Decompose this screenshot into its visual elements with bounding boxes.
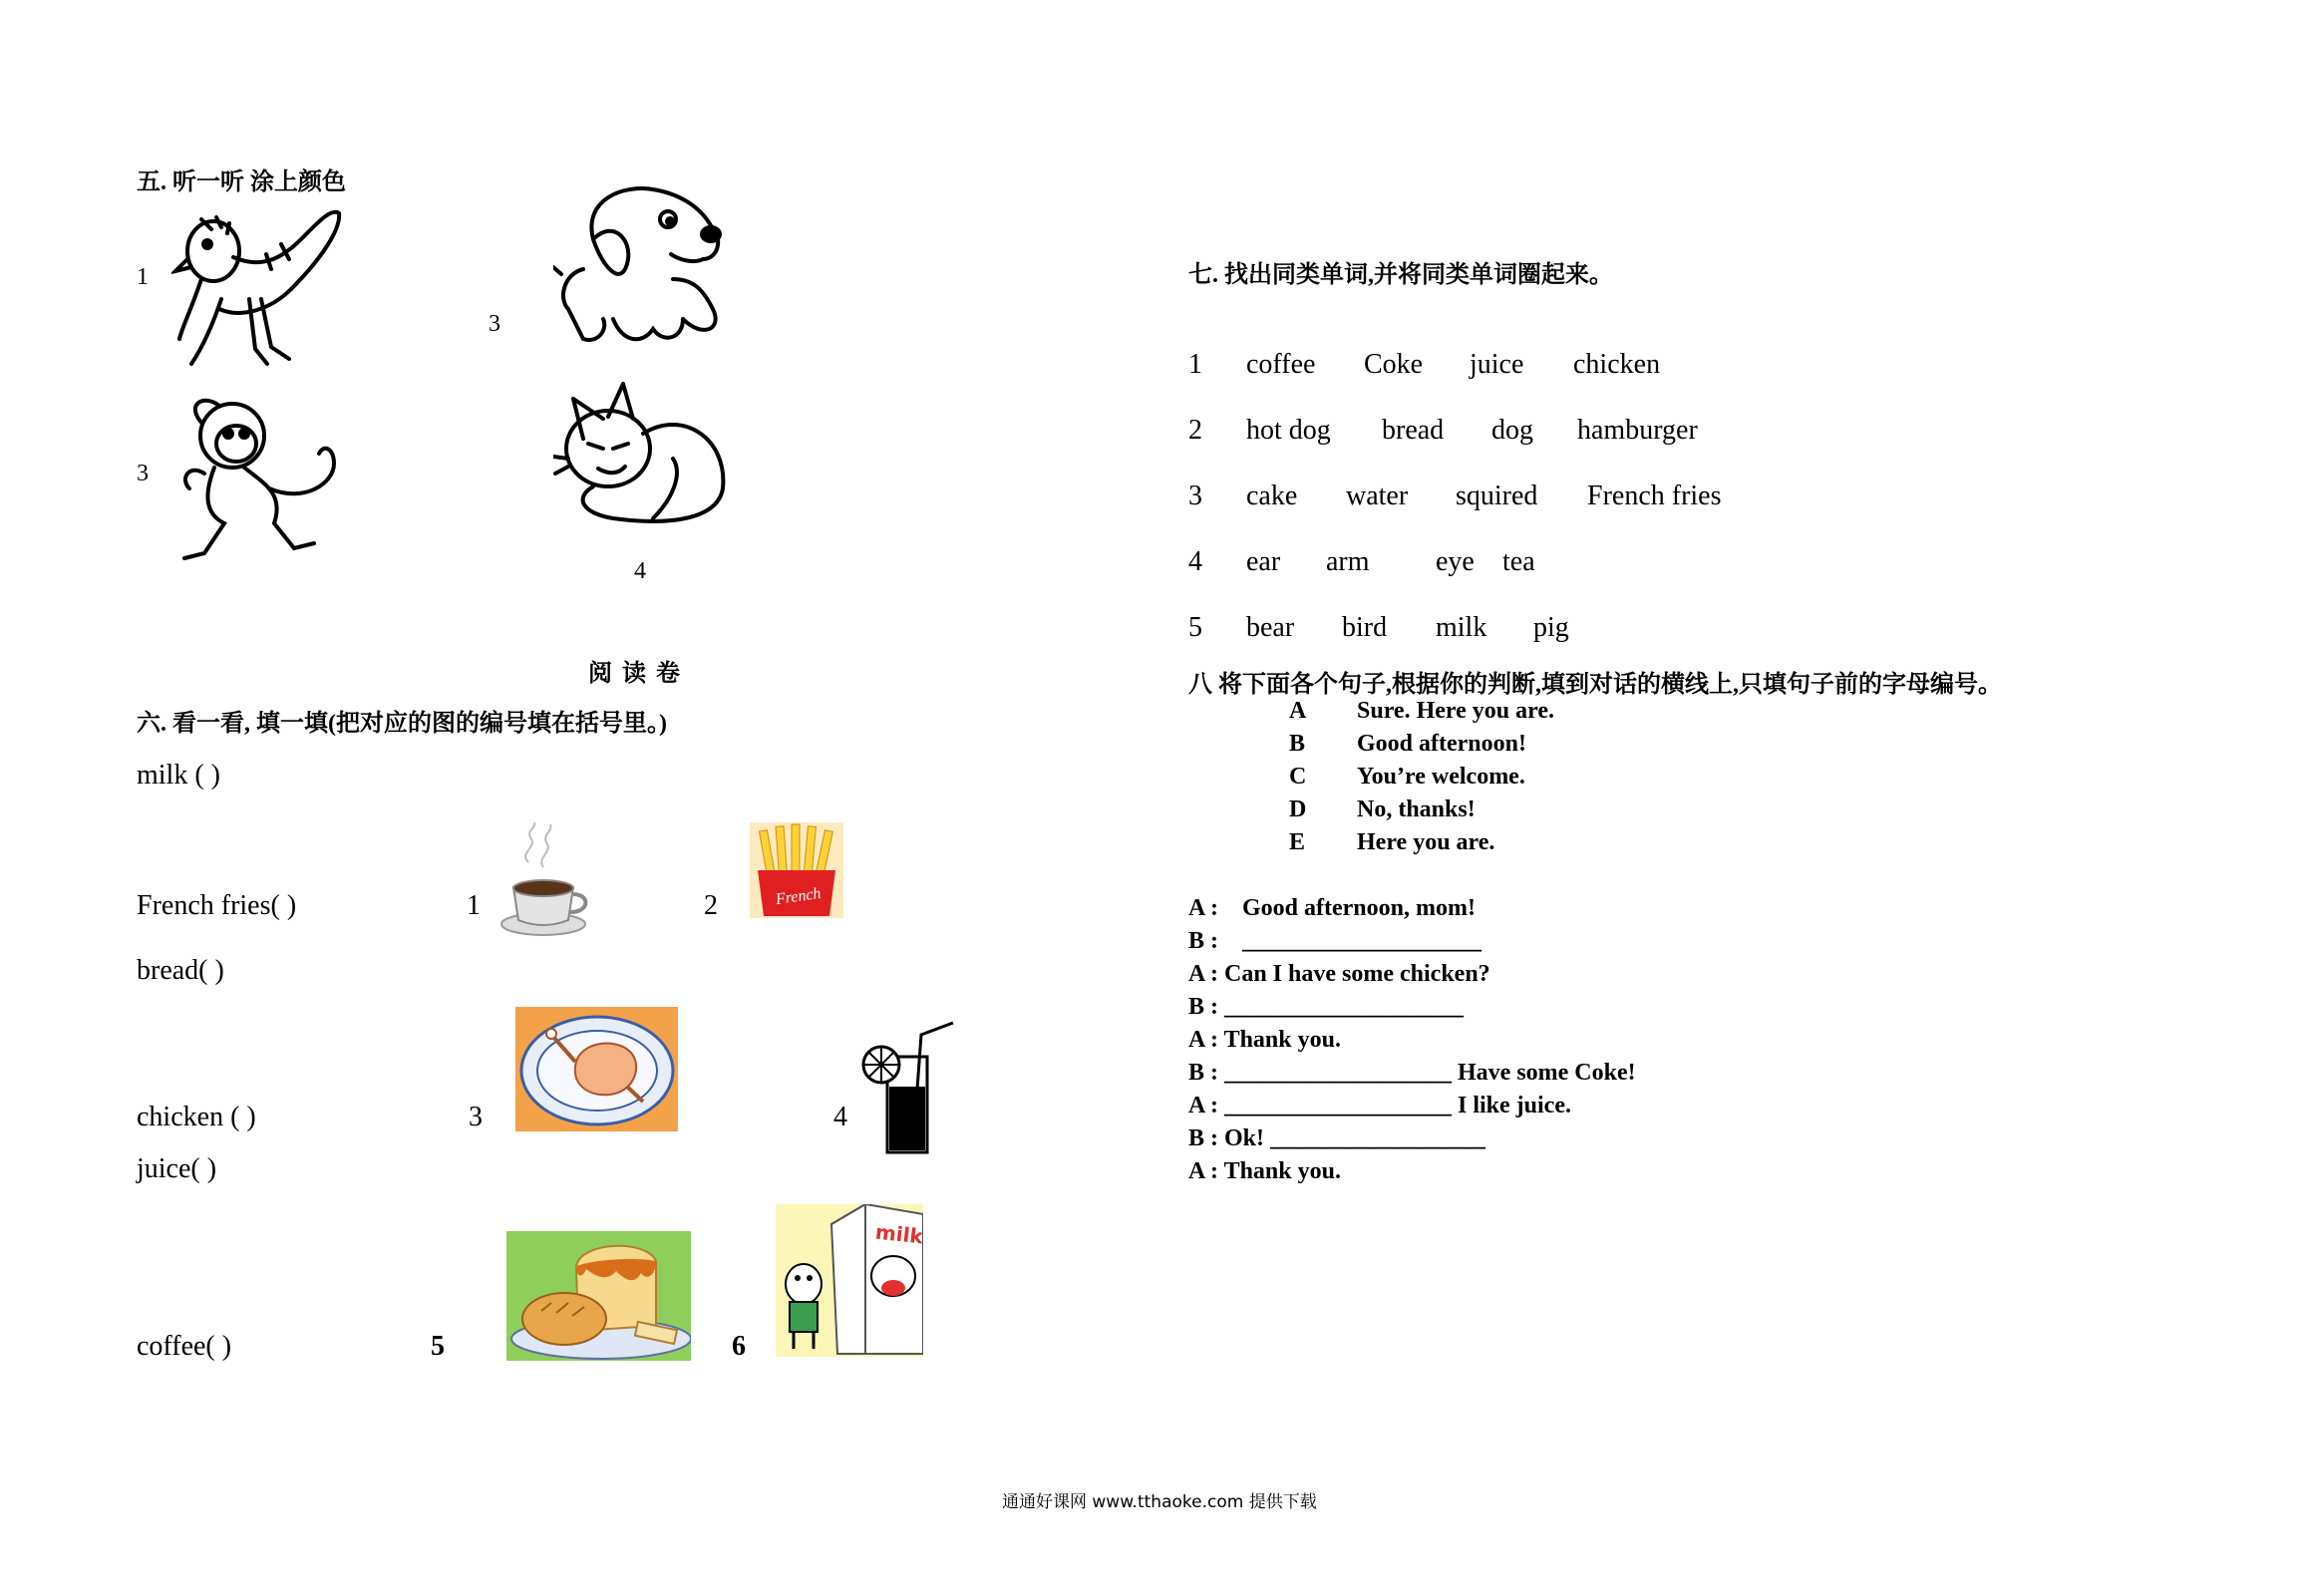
fries-box-text: French: [774, 884, 822, 909]
option-text: Good afternoon!: [1357, 731, 1526, 757]
picture-number: 2: [704, 890, 718, 921]
dialogue-line: A : Can I have some chicken?: [1188, 961, 1490, 987]
juice-glass-image: [859, 1017, 959, 1156]
option-text: Sure. Here you are.: [1357, 698, 1554, 724]
dialogue-line: B : Ok! __________________: [1188, 1125, 1486, 1151]
word-item: hamburger: [1577, 415, 1698, 446]
milk-carton-text: milk: [873, 1219, 924, 1249]
picture-label: 3: [489, 311, 500, 337]
word-item: bread: [1382, 415, 1445, 446]
word-item: hot dog: [1246, 415, 1331, 446]
word-row-number: 3: [1188, 480, 1202, 511]
monkey-drawing: [174, 394, 349, 568]
word-row-number: 1: [1188, 349, 1202, 380]
option-letter: C: [1289, 764, 1307, 790]
reading-title: 阅 读 卷: [588, 661, 682, 687]
fill-item-bread: bread( ): [137, 955, 224, 986]
dialogue-line: A : ___________________ I like juice.: [1188, 1093, 1571, 1118]
section7-title: 七. 找出同类单词,并将同类单词圈起来。: [1188, 262, 1613, 288]
word-item: ear: [1246, 546, 1281, 577]
section8-title: 八 将下面各个句子,根据你的判断,填到对话的横线上,只填句子前的字母编号。: [1188, 672, 2002, 698]
word-item: bird: [1342, 612, 1388, 643]
section5-title: 五. 听一听 涂上颜色: [137, 169, 346, 195]
picture-number: 3: [469, 1102, 483, 1132]
word-item: arm: [1326, 546, 1370, 577]
dialogue-line: B : ____________________: [1188, 994, 1464, 1020]
dialogue-line: A : Thank you.: [1188, 1027, 1341, 1053]
dog-drawing: [553, 179, 731, 344]
milk-carton-image: [776, 1204, 923, 1357]
word-item: dog: [1491, 415, 1533, 446]
chicken-plate-image: [515, 1007, 678, 1131]
fill-item-milk: milk ( ): [137, 760, 220, 791]
picture-number: 5: [431, 1331, 445, 1362]
picture-label: 3: [137, 461, 149, 486]
word-item: bear: [1246, 612, 1295, 643]
cat-drawing: [553, 379, 733, 528]
option-letter: B: [1289, 731, 1306, 757]
dialogue-line: A : Good afternoon, mom!: [1188, 895, 1476, 921]
coffee-cup-image: [498, 822, 593, 937]
word-item: French fries: [1587, 480, 1722, 511]
word-item: coffee: [1246, 349, 1316, 380]
picture-number: 4: [833, 1102, 847, 1132]
word-item: juice: [1470, 349, 1524, 380]
word-item: chicken: [1573, 349, 1661, 380]
fill-item-french-fries: French fries( ): [137, 890, 297, 921]
french-fries-image: [750, 822, 843, 918]
section6-title: 六. 看一看, 填一填(把对应的图的编号填在括号里。): [137, 711, 667, 737]
option-letter: E: [1289, 829, 1306, 855]
option-letter: A: [1289, 698, 1307, 724]
word-item: Coke: [1364, 349, 1424, 380]
dialogue-line: B : ____________________: [1188, 928, 1481, 954]
option-letter: D: [1289, 797, 1307, 822]
picture-label: 4: [634, 558, 646, 584]
fill-item-chicken: chicken ( ): [137, 1102, 256, 1132]
page-footer: 通通好课网 www.tthaoke.com 提供下载: [1002, 1492, 1317, 1512]
option-text: No, thanks!: [1357, 797, 1476, 822]
option-text: Here you are.: [1357, 829, 1495, 855]
word-item: eye: [1436, 546, 1475, 577]
bread-image: [506, 1231, 691, 1361]
fill-item-juice: juice( ): [137, 1153, 217, 1184]
word-item: squired: [1456, 480, 1538, 511]
bird-drawing: [171, 199, 349, 369]
picture-number: 6: [732, 1331, 746, 1362]
word-item: milk: [1436, 612, 1487, 643]
word-row-number: 4: [1188, 546, 1202, 577]
word-item: pig: [1533, 612, 1569, 643]
fill-item-coffee: coffee( ): [137, 1331, 232, 1362]
word-item: tea: [1502, 546, 1535, 577]
word-item: cake: [1246, 480, 1298, 511]
picture-number: 1: [467, 890, 481, 921]
word-item: water: [1346, 480, 1409, 511]
dialogue-line: B : ___________________ Have some Coke!: [1188, 1060, 1636, 1086]
word-row-number: 5: [1188, 612, 1202, 643]
picture-label: 1: [137, 264, 149, 290]
option-text: You’re welcome.: [1357, 764, 1525, 790]
dialogue-line: A : Thank you.: [1188, 1158, 1341, 1184]
word-row-number: 2: [1188, 415, 1202, 446]
